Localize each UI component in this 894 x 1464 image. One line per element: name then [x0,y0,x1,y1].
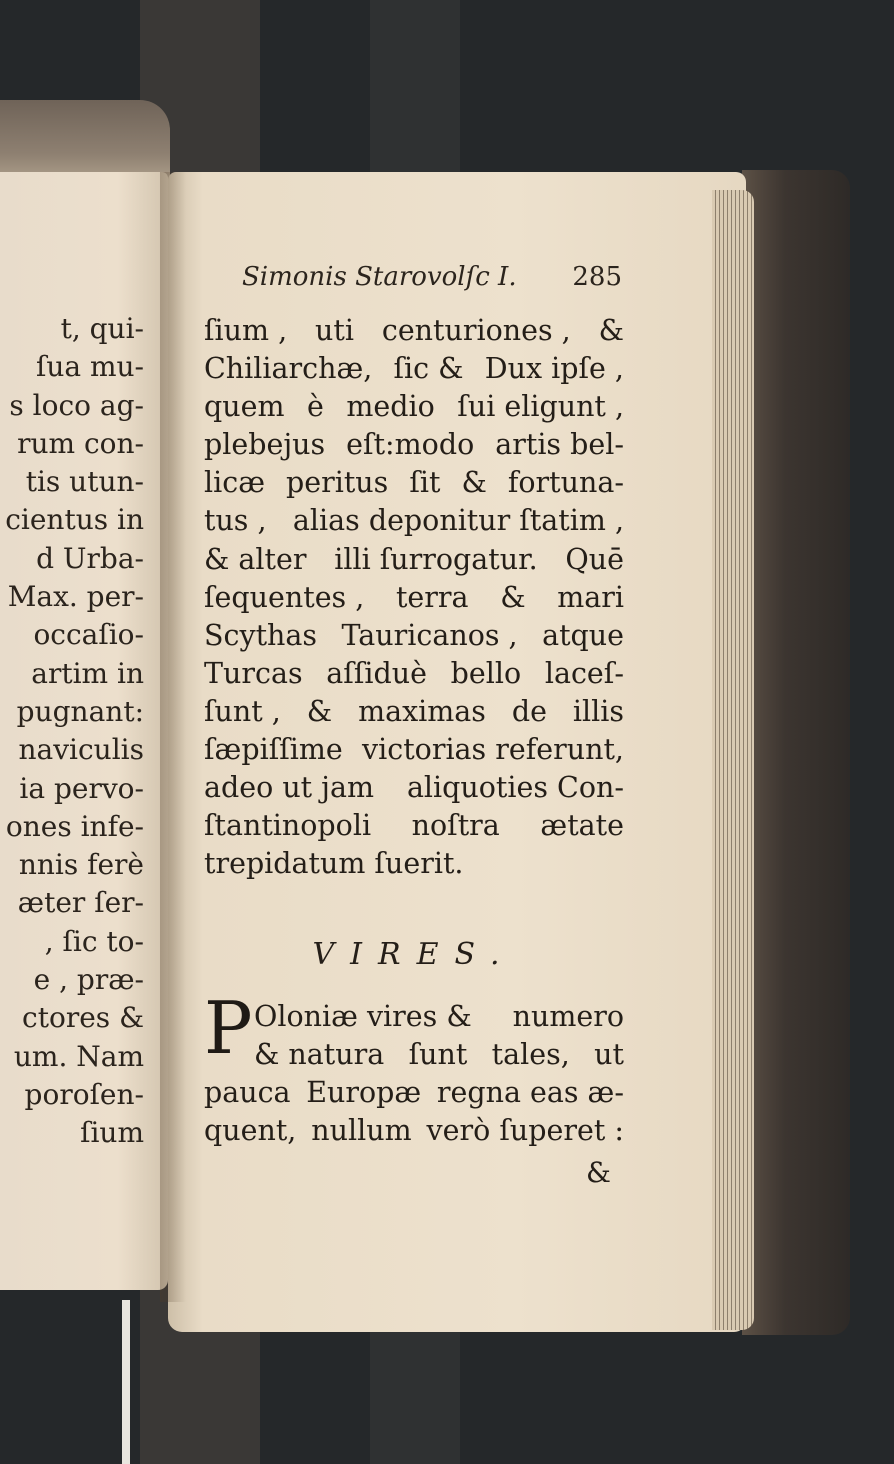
word: aſſiduè [326,656,427,690]
word: peritus [286,466,389,500]
text-line [204,541,624,579]
word: atque [542,618,624,652]
word: tus , [204,504,267,538]
word: & alter [204,542,307,576]
left-line: d Urba- [36,541,144,575]
text-line [204,769,624,807]
word: ſic & [393,352,464,386]
word: plebejus [204,428,326,462]
text-line [204,617,624,655]
word: centuriones , [381,314,571,347]
word: Tauricanos , [341,618,518,652]
paragraph-2 [204,986,624,1150]
word: ſæpiſſime [204,733,343,767]
word: terra [395,580,469,614]
word: eſt:modo [346,428,475,462]
left-line: pugnant: [16,694,144,728]
word: & [306,694,333,728]
word: Chiliarchæ, [204,352,373,386]
word: uti [315,314,354,347]
word: ſunt [408,1038,468,1072]
left-line: ia pervo- [19,771,144,805]
word: ſequentes , [204,580,365,614]
left-line: rum con- [17,426,144,460]
word: noſtra [411,809,500,843]
text-line [204,807,624,845]
word: illi ſurrogatur. [334,542,538,576]
catchword: & [586,1156,611,1189]
text-line [204,350,624,388]
word: trepidatum ſuerit. [204,847,464,881]
left-line: ctores & [22,1001,144,1035]
word: mari [557,580,624,614]
word: artis bel- [495,428,624,462]
word: Dux ipſe , [484,352,624,386]
word: numero [512,1000,624,1033]
word: ſunt , [204,694,281,728]
left-page [0,172,168,1290]
word: Oloniæ vires & [254,1000,472,1033]
bookmark-ribbon [122,1300,130,1464]
text-line [204,464,624,502]
text-line [204,1036,624,1074]
word: ſtantinopoli [204,809,372,843]
left-line: s loco ag- [9,388,144,422]
word: ſium , [204,314,288,347]
word: licæ [204,466,265,500]
word: & [598,314,624,347]
word: de [511,694,547,728]
word: fortuna- [507,466,624,500]
section-title: VIRES. [312,937,516,972]
word: ætate [540,809,624,843]
word: Scythas [204,618,318,652]
left-line: ſua mu- [35,350,144,384]
word: pauca [204,1076,291,1110]
word: alias deponitur ſtatim , [292,504,624,538]
page-edges [712,190,754,1330]
running-head [242,262,622,292]
word: & natura [254,1038,385,1072]
text-line [204,502,624,540]
word: Europæ [306,1076,422,1110]
left-line: t, qui- [60,312,144,345]
word: regna eas æ- [436,1076,624,1110]
word: bello [450,656,522,690]
word: è [307,390,324,424]
left-line: Max. per- [7,580,144,614]
text-line [204,388,624,426]
left-line: ſium [80,1116,144,1150]
word: ut [594,1038,624,1072]
text-line [204,845,624,883]
left-line: æter ſer- [17,886,144,920]
text-line [204,1074,624,1112]
word: quem [204,390,285,424]
word: ſui eligunt , [457,390,624,424]
text-line [204,998,624,1036]
word: adeo ut jam [204,771,375,805]
book-cover-edge [742,170,850,1335]
word: ſit [409,466,441,500]
word: medio [346,390,435,424]
word: quent, [204,1114,297,1148]
text-line [204,731,624,769]
page-number: 285 [572,262,622,292]
word: verò ſuperet : [426,1114,624,1148]
left-line: ones infe- [5,809,144,843]
left-line: tis utun- [25,465,144,499]
word: victorias referunt, [362,733,624,767]
gutter-shadow [160,172,186,1302]
left-line: um. Nam [13,1039,144,1073]
word: Quē [565,542,624,576]
text-line [204,579,624,617]
text-line [204,693,624,731]
left-line: , ſic to- [44,924,144,958]
text-line [204,426,624,464]
word: illis [572,694,624,728]
paragraph-1 [204,312,624,883]
word: Turcas [204,656,303,690]
word: & [500,580,526,614]
word: laceſ- [544,656,624,690]
word: & [461,466,487,500]
left-line: occaſio- [33,618,144,652]
left-line: naviculis [18,733,144,767]
left-page-text [0,310,144,1153]
word: maximas [358,694,486,728]
word: tales, [491,1038,570,1072]
drop-cap: P [204,986,253,1070]
left-line: cientus in [5,503,144,537]
text-line [204,1112,624,1150]
word: nullum [311,1114,412,1148]
running-head-title: Simonis Starovolſc I. [242,262,517,292]
left-line: poroſen- [24,1077,144,1111]
left-line: e , præ- [33,963,144,997]
text-line [204,655,624,693]
word: aliquoties Con- [406,771,624,805]
text-line [204,312,624,350]
left-line: nnis ferè [18,848,144,882]
left-line: artim in [31,656,144,690]
